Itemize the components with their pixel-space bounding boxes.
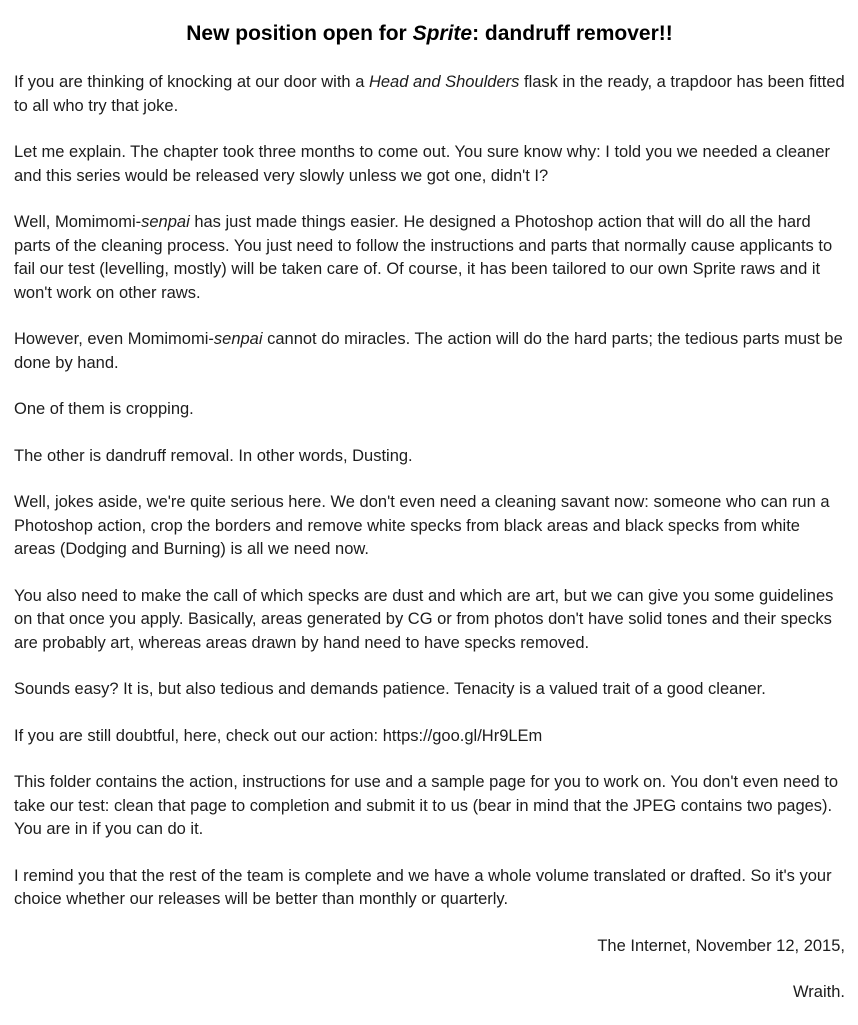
- text-run: senpai: [141, 213, 190, 231]
- text-run: If you are thinking of knocking at our door with a: [14, 73, 369, 91]
- paragraph: [14, 445, 845, 469]
- text-run: cannot do miracles. The action will do the hard parts; the tedious parts must be done by hand.: [14, 330, 843, 372]
- paragraph: [14, 141, 845, 188]
- text-run: You also need to make the call of which specks are dust and which are art, but we can give you some guidelines on that once you apply. Basically, areas generated by CG or from photos don't have solid tones and their specks are probably art, whereas areas drawn by hand need to have specks removed.: [14, 586, 834, 652]
- text-run: Sprite: [412, 22, 473, 45]
- paragraph: [14, 328, 845, 375]
- paragraph: [14, 491, 845, 562]
- text-run: Head and Shoulders: [368, 73, 520, 91]
- text-run: If you are still doubtful, here, check out our action:: [14, 726, 383, 745]
- paragraph: [14, 678, 845, 702]
- signature: [14, 981, 845, 1005]
- text-run: One of them is cropping.: [14, 400, 194, 418]
- paragraph: [14, 71, 845, 118]
- text-run: I remind you that the rest of the team is complete and we have a whole volume translated or drafted. So it's your choice whether our releases will be better than monthly or quarterly.: [14, 866, 832, 908]
- paragraph: [14, 211, 845, 305]
- text-run: However, even Momimomi-: [14, 330, 214, 348]
- text-run: This folder contains the action, instructions for use and a sample page for you to work on. You don't even need to take our test: clean that page to completion and submit it to us (bear in mind that the JPEG contains two pages). You are in if you can do it.: [14, 773, 839, 838]
- action-url: https://goo.gl/Hr9LEm: [382, 726, 543, 745]
- text-run: New position open for: [186, 22, 413, 45]
- paragraph: [14, 585, 845, 656]
- paragraph: [14, 725, 845, 749]
- text-run: senpai: [213, 330, 263, 348]
- text-run: The Internet, November 12, 2015,: [597, 936, 845, 955]
- paragraph: [14, 865, 845, 912]
- text-run: Let me explain. The chapter took three months to come out. You sure know why: I told you we needed a cleaner and this series would be released very slowly unless we got one, didn't I?: [14, 143, 831, 185]
- text-run: flask in the ready, a trapdoor has been fitted to all who try that joke.: [14, 73, 845, 115]
- paragraph: [14, 771, 845, 842]
- text-run: Well, Momimomi-: [14, 213, 142, 231]
- dateline: [14, 935, 845, 959]
- document-body: [14, 71, 845, 1005]
- text-run: Wraith.: [793, 983, 845, 1001]
- text-run: Sounds easy? It is, but also tedious and demands patience. Tenacity is a valued trait of a good cleaner.: [14, 680, 766, 698]
- text-run: has just made things easier. He designed a Photoshop action that will do all the hard parts of the cleaning process. You just need to follow the instructions and parts that normally cause applicants to fail our test (levelling, mostly) will be taken care of. Of course, it has been tailored to our own Sprite raws and it won't work on other raws.: [14, 213, 833, 302]
- text-run: : dandruff remover!!: [472, 22, 673, 45]
- text-run: Well, jokes aside, we're quite serious here. We don't even need a cleaning savant now: someone who can run a Photoshop action, crop the borders and remove white specks from black areas and black specks from white areas (Dodging and Burning) is all we need now.: [14, 493, 830, 558]
- paragraph: [14, 398, 845, 422]
- text-run: The other is dandruff removal. In other words, Dusting.: [14, 446, 413, 465]
- page-title: [14, 20, 845, 48]
